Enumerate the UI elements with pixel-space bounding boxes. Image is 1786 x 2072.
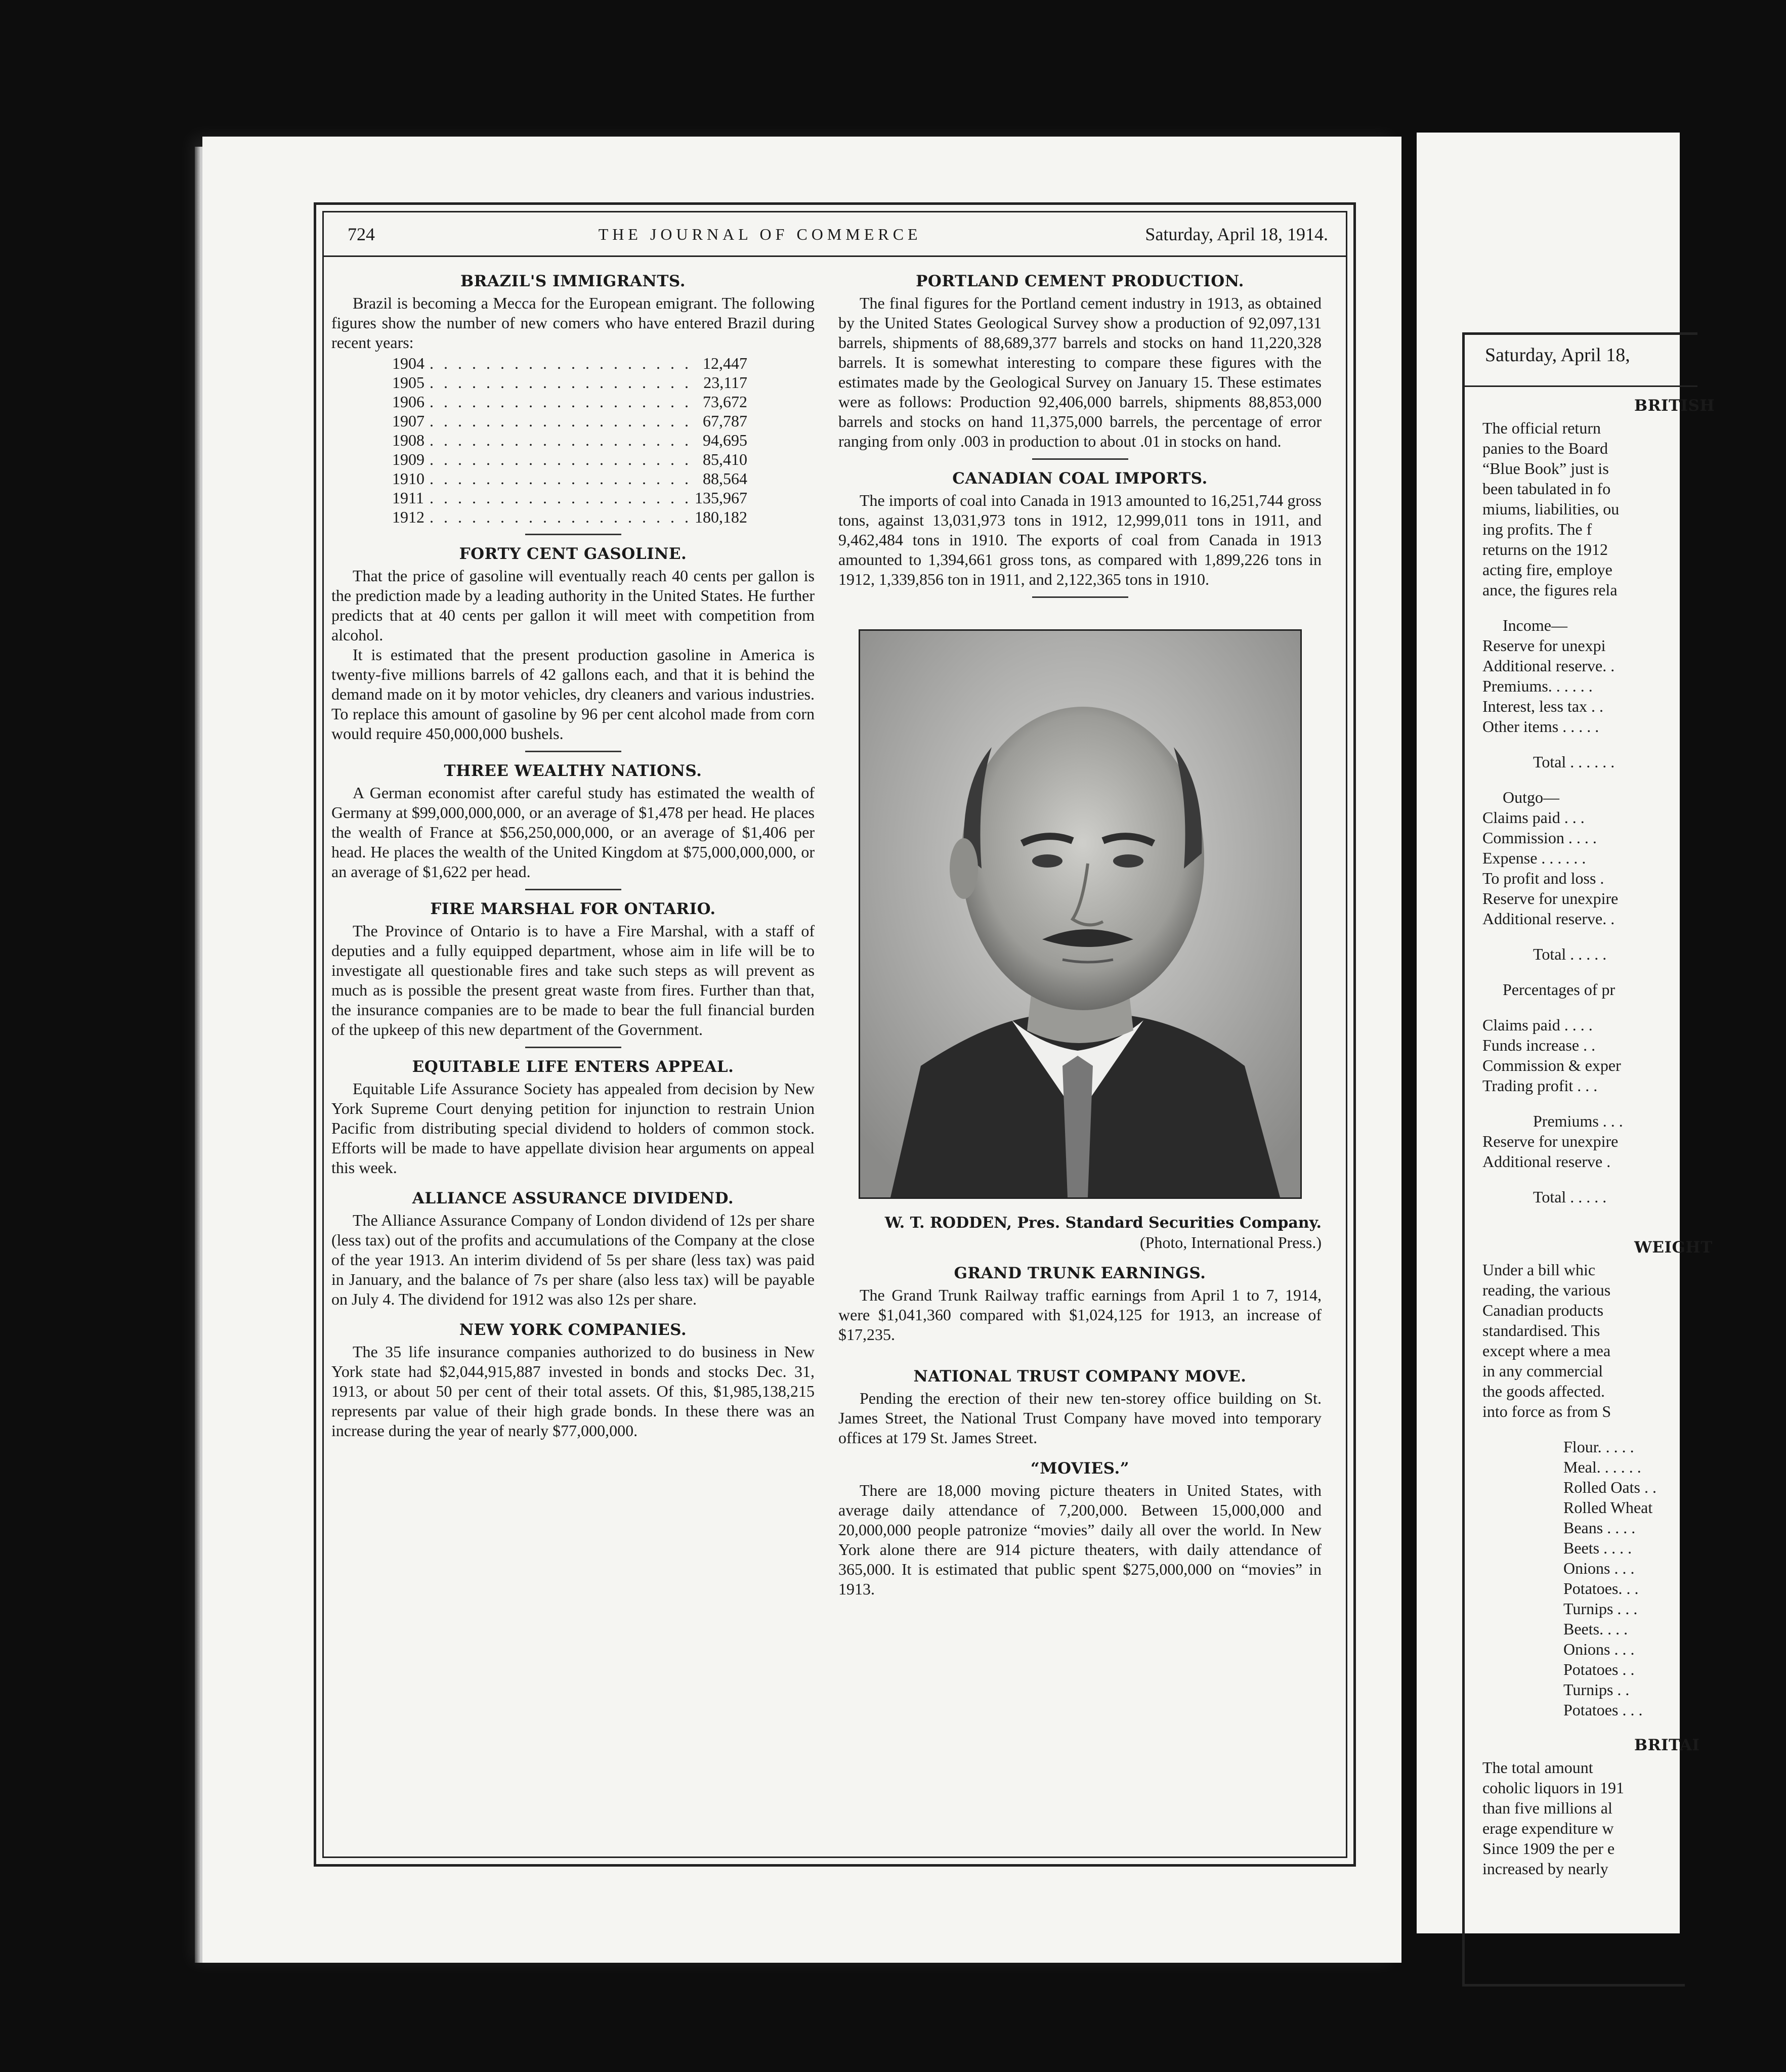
value-cell: 94,695	[703, 431, 747, 449]
table-row	[392, 354, 747, 373]
separator-rule	[1032, 596, 1128, 598]
table-row	[392, 392, 747, 411]
separator-rule	[525, 534, 621, 535]
value-cell: 67,787	[703, 412, 747, 430]
article-text: The imports of coal into Canada in 1913 amounted to 16,251,744 gross tons, against 13,031,973 tons in 1912, 12,999,011 tons in 1911, and 9,462,484 tons in 1910. The exports of coal from Canada in 1913 amounted to 1,394,661 gross tons, as compared with 1,899,226 tons in 1912, 1,339,856 ton in 1911, and 2,122,365 tons in 1910.	[838, 491, 1322, 588]
text-line: Reserve for unexpire	[1482, 889, 1619, 908]
leader-dots: . . . . . . . . . . . . . . . . . . .	[430, 489, 692, 507]
text-line: acting fire, employe	[1482, 560, 1612, 579]
table-row	[392, 430, 747, 450]
leader-dots: . . . . . . . . . . . . . . . . . . .	[430, 373, 692, 392]
text-line: The official return	[1482, 419, 1601, 437]
text-line: into force as from S	[1482, 1402, 1611, 1420]
text-line: coholic liquors in 191	[1482, 1779, 1624, 1797]
article-title: NATIONAL TRUST COMPANY MOVE.	[913, 1367, 1247, 1386]
leader-dots: . . . . . . . . . . . . . . . . . . .	[430, 450, 692, 468]
photo-caption-name: W. T. RODDEN, Pres. Standard Securities Company.	[884, 1214, 1322, 1232]
article-title: BRITISH	[1634, 397, 1715, 415]
text-line: Trading profit . . .	[1482, 1076, 1598, 1095]
value-cell: 135,967	[695, 489, 747, 507]
article-title: THREE WEALTHY NATIONS.	[444, 762, 702, 780]
article-text: It is estimated that the present production gasoline in America is twenty-five millions barrels of 42 gallons each, and that it is behind the demand made on it by motor vehicles, dry cleaners and various industries. To replace this amount of gasoline by 96 per cent alcohol made from corn would require 450,000,000 bushels.	[331, 645, 815, 743]
text-line: Additional reserve .	[1482, 1152, 1611, 1171]
immigrants-table	[392, 354, 747, 527]
text-line: increased by nearly	[1482, 1860, 1608, 1878]
value-cell: 88,564	[703, 469, 747, 488]
text-line: miums, liabilities, ou	[1482, 500, 1620, 518]
text-line: Commission . . . .	[1482, 829, 1597, 847]
table-row	[392, 507, 747, 527]
text-line: Canadian products	[1482, 1301, 1604, 1319]
article-text: The Grand Trunk Railway traffic earnings from April 1 to 7, 1914, were $1,041,360 compared with $1,024,125 for 1913, an increase of $17,235.	[838, 1286, 1322, 1344]
text-line: Percentages of pr	[1503, 980, 1615, 999]
right-page	[1417, 133, 1715, 1933]
article-text: The final figures for the Portland cement industry in 1913, as obtained by the United States Geological Survey show a production of 92,097,131 barrels, shipments of 88,689,377 barrels and stocks on hand 11,220,328 barrels. It is somewhat interesting to compare these figures with the estimates made by the Geological Survey on January 15. These estimates were as follows: Production 92,406,000 barrels, shipments 88,853,000 barrels and stocks on hand 11,375,000 barrels, the percentage of error ranging from only .003 in production to about .01 in stocks on hand.	[838, 294, 1322, 450]
text-line: Potatoes . .	[1563, 1660, 1635, 1678]
text-line: Potatoes . . .	[1563, 1701, 1643, 1719]
text-line: Total . . . . .	[1533, 945, 1607, 963]
page-number: 724	[348, 224, 375, 244]
text-line: Turnips . .	[1563, 1680, 1630, 1699]
table-row	[392, 488, 747, 507]
text-line: Onions . . .	[1563, 1559, 1635, 1577]
article-title: GRAND TRUNK EARNINGS.	[954, 1264, 1206, 1282]
text-line: The total amount	[1482, 1758, 1593, 1777]
leader-dots: . . . . . . . . . . . . . . . . . . .	[430, 412, 692, 430]
text-line: Onions . . .	[1563, 1640, 1635, 1658]
article-title: EQUITABLE LIFE ENTERS APPEAL.	[412, 1058, 734, 1076]
text-line: “Blue Book” just is	[1482, 459, 1609, 478]
next-page-text	[1482, 396, 1786, 1879]
article-title: FIRE MARSHAL FOR ONTARIO.	[430, 900, 716, 918]
article-title: ALLIANCE ASSURANCE DIVIDEND.	[412, 1189, 734, 1207]
text-line: returns on the 1912	[1482, 540, 1608, 558]
separator-rule	[1032, 458, 1128, 460]
leader-dots: . . . . . . . . . . . . . . . . . . .	[430, 393, 692, 411]
issue-date: Saturday, April 18, 1914.	[1145, 224, 1328, 244]
text-line: standardised. This	[1482, 1321, 1600, 1340]
text-line: Funds increase . .	[1482, 1036, 1596, 1054]
year-cell: 1909	[392, 450, 424, 468]
text-line: To profit and loss .	[1482, 869, 1604, 887]
text-line: panies to the Board	[1482, 439, 1608, 457]
text-line: Total . . . . . .	[1533, 753, 1615, 771]
portrait-photo	[859, 629, 1302, 1199]
article-text: The Province of Ontario is to have a Fire Marshal, with a staff of deputies and a fully equipped department, whose aim in life will be to investigate all questionable fires and take such steps as will prevent as much as is possible the present great waste from fires. Further than that, the insurance companies are to be made to bear the full financial burden of the upkeep of this new department of the Government.	[331, 922, 815, 1039]
year-cell: 1907	[392, 412, 424, 430]
text-line: Reserve for unexpi	[1482, 636, 1606, 655]
text-line: in any commercial	[1482, 1362, 1603, 1380]
value-cell: 73,672	[703, 393, 747, 411]
next-page-frame	[1462, 332, 1465, 1987]
text-line: Additional reserve. .	[1482, 657, 1615, 675]
leader-dots: . . . . . . . . . . . . . . . . . . .	[430, 354, 692, 372]
separator-rule	[525, 751, 621, 752]
photo-caption-credit: (Photo, International Press.)	[1139, 1233, 1322, 1251]
text-line: Premiums . . .	[1533, 1112, 1623, 1130]
text-line: Claims paid . . .	[1482, 808, 1585, 827]
article-text: Pending the erection of their new ten-storey office building on St. James Street, the National Trust Company have moved into temporary offices at 179 St. James Street.	[838, 1389, 1322, 1447]
text-line: Premiums. . . . . .	[1482, 677, 1593, 695]
article-text: There are 18,000 moving picture theaters in United States, with average daily attendance of 7,200,000. Between 15,000,000 and 20,000,000 people patronize “movies” daily all over the world. In New York alone there are 914 picture theaters, with daily attendance of 365,000. It is estimated that public spent $275,000,000 on “movies” in 1913.	[838, 1481, 1322, 1598]
text-line: Expense . . . . . .	[1482, 849, 1586, 867]
article-title: CANADIAN COAL IMPORTS.	[952, 469, 1208, 488]
article-title: NEW YORK COMPANIES.	[459, 1321, 687, 1339]
text-line: Meal. . . . . .	[1563, 1458, 1641, 1476]
text-line: the goods affected.	[1482, 1382, 1605, 1400]
value-cell: 23,117	[703, 373, 747, 392]
year-cell: 1912	[392, 508, 424, 526]
text-line: Commission & exper	[1482, 1056, 1621, 1074]
text-line: ing profits. The f	[1482, 520, 1592, 538]
text-line: Reserve for unexpire	[1482, 1132, 1619, 1150]
article-text: Brazil is becoming a Mecca for the European emigrant. The following figures show the number of new comers who have entered Brazil during recent years:	[331, 294, 815, 352]
page-frame	[314, 202, 1356, 1867]
portrait-illustration	[860, 631, 1300, 1197]
year-cell: 1905	[392, 373, 424, 392]
text-line: Beets . . . .	[1563, 1539, 1632, 1557]
text-line: Claims paid . . . .	[1482, 1016, 1593, 1034]
left-column	[331, 272, 815, 1441]
article-text: The Alliance Assurance Company of London dividend of 12s per share (less tax) out of the profits and accumulations of the Company at the close of the year 1913. An interim dividend of 5s per share (less tax) was paid in January, and the balance of 7s per share (also less tax) will be payable on July 4. The dividend for 1912 was also 12s per share.	[331, 1211, 815, 1308]
value-cell: 85,410	[703, 450, 747, 468]
text-line: reading, the various	[1482, 1281, 1611, 1299]
text-line: Rolled Wheat	[1563, 1498, 1653, 1517]
text-line: ance, the figures rela	[1482, 581, 1618, 599]
next-page-date: Saturday, April 18,	[1485, 344, 1630, 366]
article-text: A German economist after careful study has estimated the wealth of Germany at $99,000,000,000, or an average of $1,478 per head. He places the wealth of France at $56,250,000,000, or an average of $1,406 per head. He places the wealth of the United Kingdom at $75,000,000,000, or an average of $1,622 per head.	[331, 784, 815, 881]
text-line: Under a bill whic	[1482, 1261, 1596, 1279]
table-row	[392, 450, 747, 469]
right-column	[838, 272, 1322, 1599]
leader-dots: . . . . . . . . . . . . . . . . . . .	[430, 431, 692, 449]
leader-dots: . . . . . . . . . . . . . . . . . . .	[430, 508, 692, 526]
text-line: Income—	[1503, 616, 1567, 634]
text-line: erage expenditure w	[1482, 1819, 1614, 1837]
text-line: Since 1909 the per e	[1482, 1839, 1615, 1858]
year-cell: 1904	[392, 354, 424, 372]
article-text: The 35 life insurance companies authorized to do business in New York state had $2,044,915,887 invested in bonds and stocks Dec. 31, 1913, or about 50 per cent of their total assets. Of this, $1,985,138,215 represents par value of their high grade bonds. In these there was an increase during the year of nearly $77,000,000.	[331, 1343, 815, 1440]
text-line: Other items . . . . .	[1482, 717, 1599, 736]
separator-rule	[525, 1047, 621, 1048]
running-head	[348, 219, 1328, 249]
next-page-frame-bottom	[1462, 1984, 1685, 1987]
year-cell: 1906	[392, 393, 424, 411]
next-page-header	[1462, 332, 1697, 387]
text-line: except where a mea	[1482, 1342, 1611, 1360]
article-title: BRITAI	[1634, 1736, 1700, 1754]
article-text: That the price of gasoline will eventually reach 40 cents per gallon is the prediction made by a leading authority in the United States. He further predicts that at 40 cents per gallon it will meet with competition from alcohol.	[331, 567, 815, 644]
value-cell: 180,182	[695, 508, 747, 526]
article-text: Equitable Life Assurance Society has appealed from decision by New York Supreme Court denying petition for injunction to restrain Union Pacific from distributing special dividend to holders of common stock. Efforts will be made to have appellate division hear arguments on appeal this week.	[331, 1080, 815, 1177]
header-rule	[322, 255, 1347, 257]
text-line: than five millions al	[1482, 1799, 1612, 1817]
text-line: Turnips . . .	[1563, 1600, 1638, 1618]
journal-title: THE JOURNAL OF COMMERCE	[598, 225, 922, 243]
table-row	[392, 469, 747, 488]
article-title: FORTY CENT GASOLINE.	[459, 545, 687, 563]
text-line: Interest, less tax . .	[1482, 697, 1604, 715]
year-cell: 1911	[392, 489, 424, 507]
table-row	[392, 373, 747, 392]
table-row	[392, 411, 747, 430]
year-cell: 1910	[392, 469, 424, 488]
leader-dots: . . . . . . . . . . . . . . . . . . .	[430, 469, 692, 488]
article-title: WEIGHT	[1634, 1238, 1713, 1257]
year-cell: 1908	[392, 431, 424, 449]
article-title: PORTLAND CEMENT PRODUCTION.	[916, 272, 1244, 290]
text-line: Rolled Oats . .	[1563, 1478, 1656, 1496]
separator-rule	[525, 889, 621, 890]
text-line: Outgo—	[1503, 788, 1559, 806]
text-line: Beans . . . .	[1563, 1519, 1636, 1537]
text-line: Beets. . . .	[1563, 1620, 1628, 1638]
text-line: been tabulated in fo	[1482, 480, 1611, 498]
text-line: Potatoes. . .	[1563, 1579, 1639, 1598]
text-line: Additional reserve. .	[1482, 910, 1615, 928]
article-title: BRAZIL'S IMMIGRANTS.	[460, 272, 686, 290]
text-line: Total . . . . .	[1533, 1188, 1607, 1206]
article-title: “MOVIES.”	[1030, 1459, 1130, 1478]
value-cell: 12,447	[703, 354, 747, 372]
text-line: Flour. . . . .	[1563, 1438, 1634, 1456]
